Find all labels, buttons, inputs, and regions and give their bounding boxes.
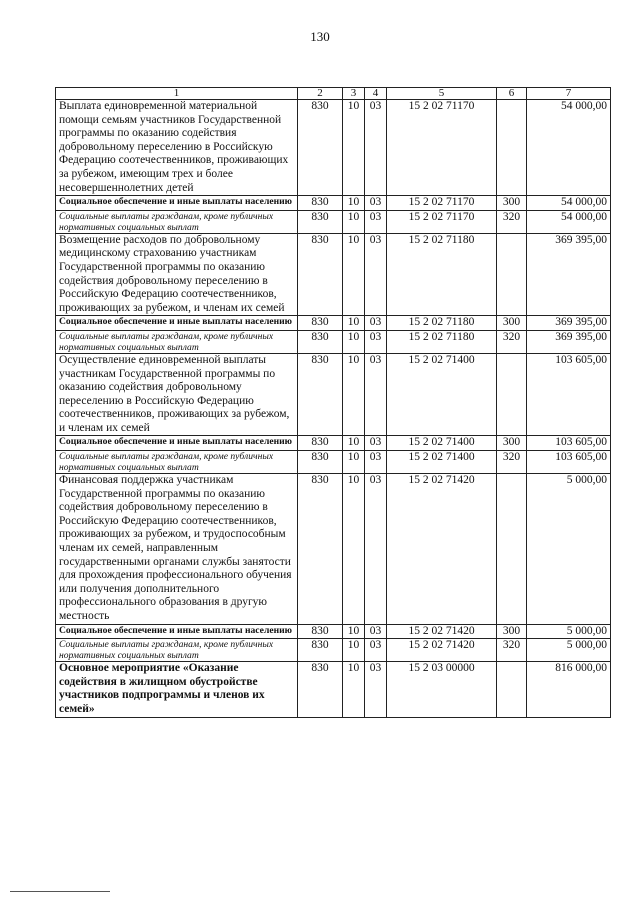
row-expense-type — [497, 233, 527, 316]
table-row — [56, 100, 611, 196]
row-name: Финансовая поддержка участникам Государственной программы по оказанию содействия добровольному переселению в Российскую Федерацию соотечественников, проживающих за рубежом, и трудоспособным членам их семей, направленным государственными органами службы занятости для прохождения профессионального обучения или получения дополнительного профессионального образования в другую местность — [56, 474, 298, 625]
row-target-article: 15 2 02 71180 — [387, 330, 497, 353]
row-section: 10 — [343, 233, 365, 316]
row-expense-type: 320 — [497, 451, 527, 474]
row-target-article: 15 2 02 71400 — [387, 436, 497, 451]
row-name: Социальное обеспечение и иные выплаты населению — [56, 624, 298, 639]
row-target-article: 15 2 03 00000 — [387, 662, 497, 717]
header-col-1: 1 — [56, 88, 298, 100]
budget-table — [55, 87, 611, 718]
row-name: Социальные выплаты гражданам, кроме публичных нормативных социальных выплат — [56, 330, 298, 353]
header-col-5: 5 — [387, 88, 497, 100]
row-ministry-code: 830 — [298, 353, 343, 436]
row-target-article: 15 2 02 71170 — [387, 100, 497, 196]
row-expense-type: 300 — [497, 624, 527, 639]
row-expense-type: 300 — [497, 436, 527, 451]
row-ministry-code: 830 — [298, 451, 343, 474]
row-subsection: 03 — [365, 474, 387, 625]
row-ministry-code: 830 — [298, 100, 343, 196]
row-amount: 369 395,00 — [527, 330, 611, 353]
row-name: Выплата единовременной материальной помощи семьям участников Государственной программы по оказанию содействия добровольному переселению в Российскую Федерацию соотечественников, проживающих за рубежом, имеющим трех и более несовершеннолетних детей — [56, 100, 298, 196]
row-amount: 5 000,00 — [527, 474, 611, 625]
row-amount: 54 000,00 — [527, 196, 611, 211]
row-amount: 54 000,00 — [527, 100, 611, 196]
row-subsection: 03 — [365, 100, 387, 196]
row-amount: 369 395,00 — [527, 233, 611, 316]
row-section: 10 — [343, 210, 365, 233]
row-section: 10 — [343, 474, 365, 625]
header-col-4: 4 — [365, 88, 387, 100]
row-amount: 5 000,00 — [527, 639, 611, 662]
row-target-article: 15 2 02 71400 — [387, 451, 497, 474]
row-target-article: 15 2 02 71400 — [387, 353, 497, 436]
row-target-article: 15 2 02 71170 — [387, 210, 497, 233]
table-row — [56, 330, 611, 353]
row-section: 10 — [343, 330, 365, 353]
footnote-divider — [10, 891, 110, 892]
row-ministry-code: 830 — [298, 330, 343, 353]
table-row — [56, 233, 611, 316]
row-name: Социальные выплаты гражданам, кроме публичных нормативных социальных выплат — [56, 210, 298, 233]
table-row — [56, 639, 611, 662]
row-subsection: 03 — [365, 316, 387, 331]
row-amount: 103 605,00 — [527, 436, 611, 451]
row-target-article: 15 2 02 71420 — [387, 624, 497, 639]
row-ministry-code: 830 — [298, 436, 343, 451]
row-target-article: 15 2 02 71420 — [387, 639, 497, 662]
row-subsection: 03 — [365, 662, 387, 717]
row-name: Социальное обеспечение и иные выплаты населению — [56, 316, 298, 331]
row-ministry-code: 830 — [298, 474, 343, 625]
row-amount: 103 605,00 — [527, 353, 611, 436]
row-ministry-code: 830 — [298, 316, 343, 331]
row-expense-type: 320 — [497, 330, 527, 353]
row-ministry-code: 830 — [298, 233, 343, 316]
row-subsection: 03 — [365, 451, 387, 474]
row-expense-type — [497, 474, 527, 625]
row-expense-type: 300 — [497, 196, 527, 211]
row-subsection: 03 — [365, 196, 387, 211]
row-section: 10 — [343, 451, 365, 474]
row-name: Социальные выплаты гражданам, кроме публичных нормативных социальных выплат — [56, 639, 298, 662]
row-ministry-code: 830 — [298, 624, 343, 639]
row-section: 10 — [343, 662, 365, 717]
row-subsection: 03 — [365, 624, 387, 639]
row-ministry-code: 830 — [298, 196, 343, 211]
row-name: Возмещение расходов по добровольному медицинскому страхованию участникам Государственной программы по оказанию содействия добровольному переселению в Российскую Федерацию соотечественников, проживающих за рубежом, и членам их семей — [56, 233, 298, 316]
table-row — [56, 210, 611, 233]
row-subsection: 03 — [365, 210, 387, 233]
row-section: 10 — [343, 316, 365, 331]
row-expense-type: 320 — [497, 639, 527, 662]
row-name: Социальное обеспечение и иные выплаты населению — [56, 196, 298, 211]
row-section: 10 — [343, 100, 365, 196]
row-target-article: 15 2 02 71180 — [387, 316, 497, 331]
row-ministry-code: 830 — [298, 662, 343, 717]
table-row — [56, 316, 611, 331]
row-amount: 5 000,00 — [527, 624, 611, 639]
row-expense-type: 300 — [497, 316, 527, 331]
row-subsection: 03 — [365, 233, 387, 316]
row-name: Основное мероприятие «Оказание содействия в жилищном обустройстве участников подпрограммы и членов их семей» — [56, 662, 298, 717]
page-number: 130 — [310, 29, 330, 44]
row-section: 10 — [343, 624, 365, 639]
header-col-3: 3 — [343, 88, 365, 100]
row-section: 10 — [343, 196, 365, 211]
row-amount: 816 000,00 — [527, 662, 611, 717]
row-ministry-code: 830 — [298, 639, 343, 662]
row-target-article: 15 2 02 71420 — [387, 474, 497, 625]
row-expense-type: 320 — [497, 210, 527, 233]
header-col-7: 7 — [527, 88, 611, 100]
row-section: 10 — [343, 639, 365, 662]
header-col-2: 2 — [298, 88, 343, 100]
row-expense-type — [497, 100, 527, 196]
row-ministry-code: 830 — [298, 210, 343, 233]
row-section: 10 — [343, 353, 365, 436]
row-target-article: 15 2 02 71180 — [387, 233, 497, 316]
table-row — [56, 474, 611, 625]
row-name: Социальное обеспечение и иные выплаты населению — [56, 436, 298, 451]
row-name: Осуществление единовременной выплаты участникам Государственной программы по оказанию содействия добровольному переселению в Российскую Федерацию соотечественников, проживающих за рубежом, и членам их семей — [56, 353, 298, 436]
row-subsection: 03 — [365, 353, 387, 436]
row-section: 10 — [343, 436, 365, 451]
table-header-row — [56, 88, 611, 100]
row-amount: 369 395,00 — [527, 316, 611, 331]
row-amount: 103 605,00 — [527, 451, 611, 474]
table-row — [56, 624, 611, 639]
table-row — [56, 662, 611, 717]
row-subsection: 03 — [365, 436, 387, 451]
table-row — [56, 196, 611, 211]
row-expense-type — [497, 353, 527, 436]
header-col-6: 6 — [497, 88, 527, 100]
table-row — [56, 436, 611, 451]
row-expense-type — [497, 662, 527, 717]
row-name: Социальные выплаты гражданам, кроме публичных нормативных социальных выплат — [56, 451, 298, 474]
row-subsection: 03 — [365, 639, 387, 662]
table-row — [56, 451, 611, 474]
row-subsection: 03 — [365, 330, 387, 353]
table-row — [56, 353, 611, 436]
row-amount: 54 000,00 — [527, 210, 611, 233]
row-target-article: 15 2 02 71170 — [387, 196, 497, 211]
